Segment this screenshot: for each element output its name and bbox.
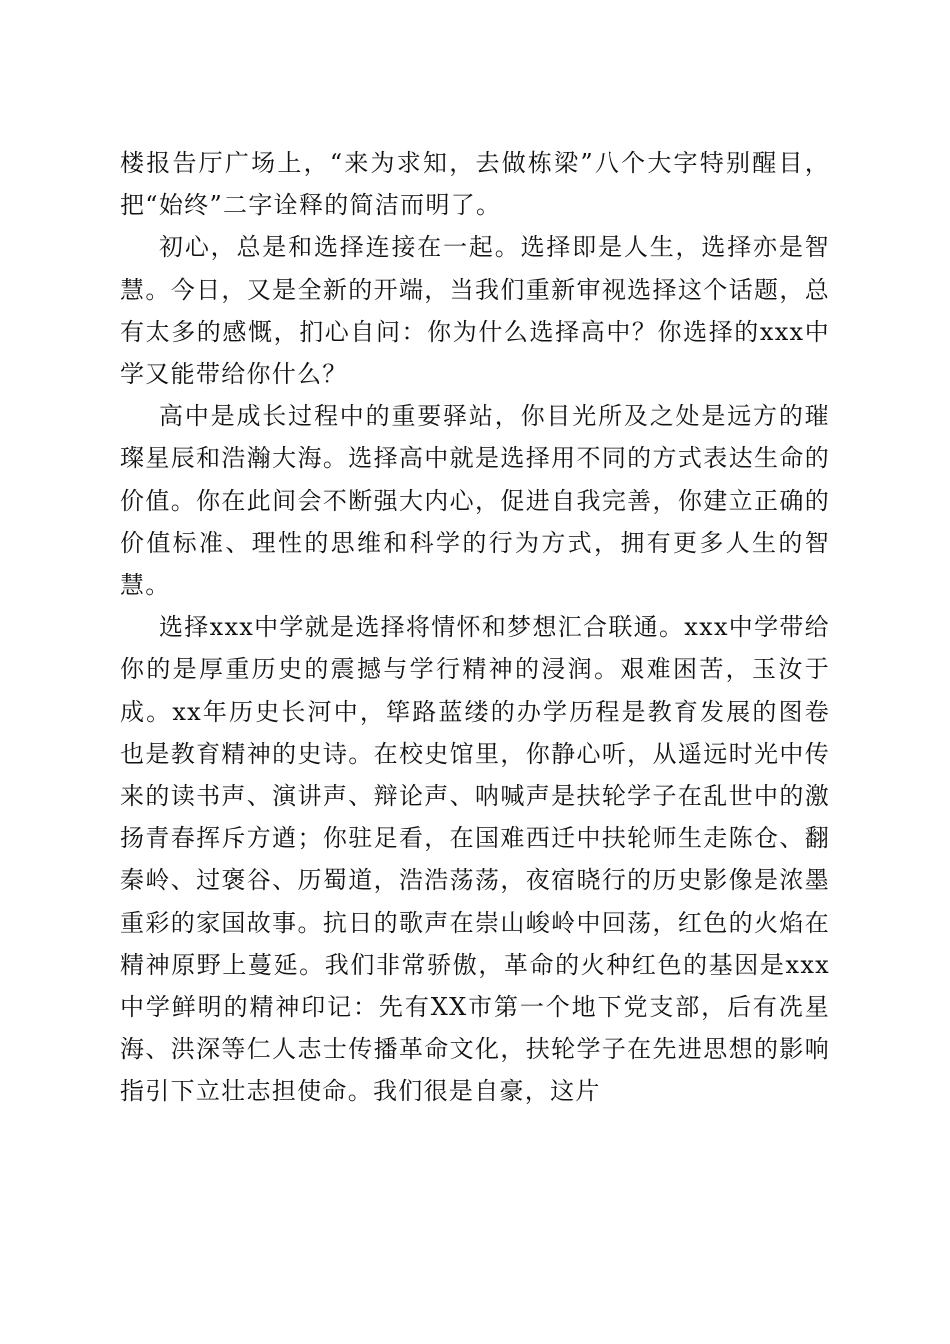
document-body bbox=[120, 142, 830, 1113]
paragraph-3: 高中是成长过程中的重要驿站，你目光所及之处是远方的璀璨星辰和浩瀚大海。选择高中就是选择用不同的方式表达生命的价值。你在此间会不断强大内心，促进自我完善，你建立正确的价值标准、理性的思维和科学的行为方式，拥有更多人生的智慧。 bbox=[120, 402, 830, 600]
paragraph-2: 初心，总是和选择连接在一起。选择即是人生，选择亦是智慧。今日，又是全新的开端，当我们重新审视选择这个话题，总有太多的感慨，扪心自问：你为什么选择高中？你选择的xxx中学又能带给你什么？ bbox=[120, 233, 830, 389]
paragraph-4: 选择xxx中学就是选择将情怀和梦想汇合联通。xxx中学带给你的是厚重历史的震撼与学行精神的浸润。艰难困苦，玉汝于成。xx年历史长河中，筚路蓝缕的办学历程是教育发展的图卷也是教育精神的史诗。在校史馆里，你静心听，从遥远时光中传来的读书声、演讲声、辩论声、呐喊声是扶轮学子在乱世中的激扬青春挥斥方遒；你驻足看，在国难西迁中扶轮师生走陈仓、翻秦岭、过褒谷、历蜀道，浩浩荡荡，夜宿晓行的历史影像是浓墨重彩的家国故事。抗日的歌声在崇山峻岭中回荡，红色的火焰在精神原野上蔓延。我们非常骄傲，革命的火种红色的基因是xxx中学鲜明的精神印记：先有XX市第一个地下党支部，后有冼星海、洪深等仁人志士传播革命文化，扶轮学子在先进思想的影响指引下立壮志担使命。我们很是自豪，这片 bbox=[120, 613, 830, 1106]
paragraph-1: 楼报告厅广场上，“来为求知，去做栋梁”八个大字特别醒目，把“始终”二字诠释的简洁而明了。 bbox=[120, 149, 830, 220]
